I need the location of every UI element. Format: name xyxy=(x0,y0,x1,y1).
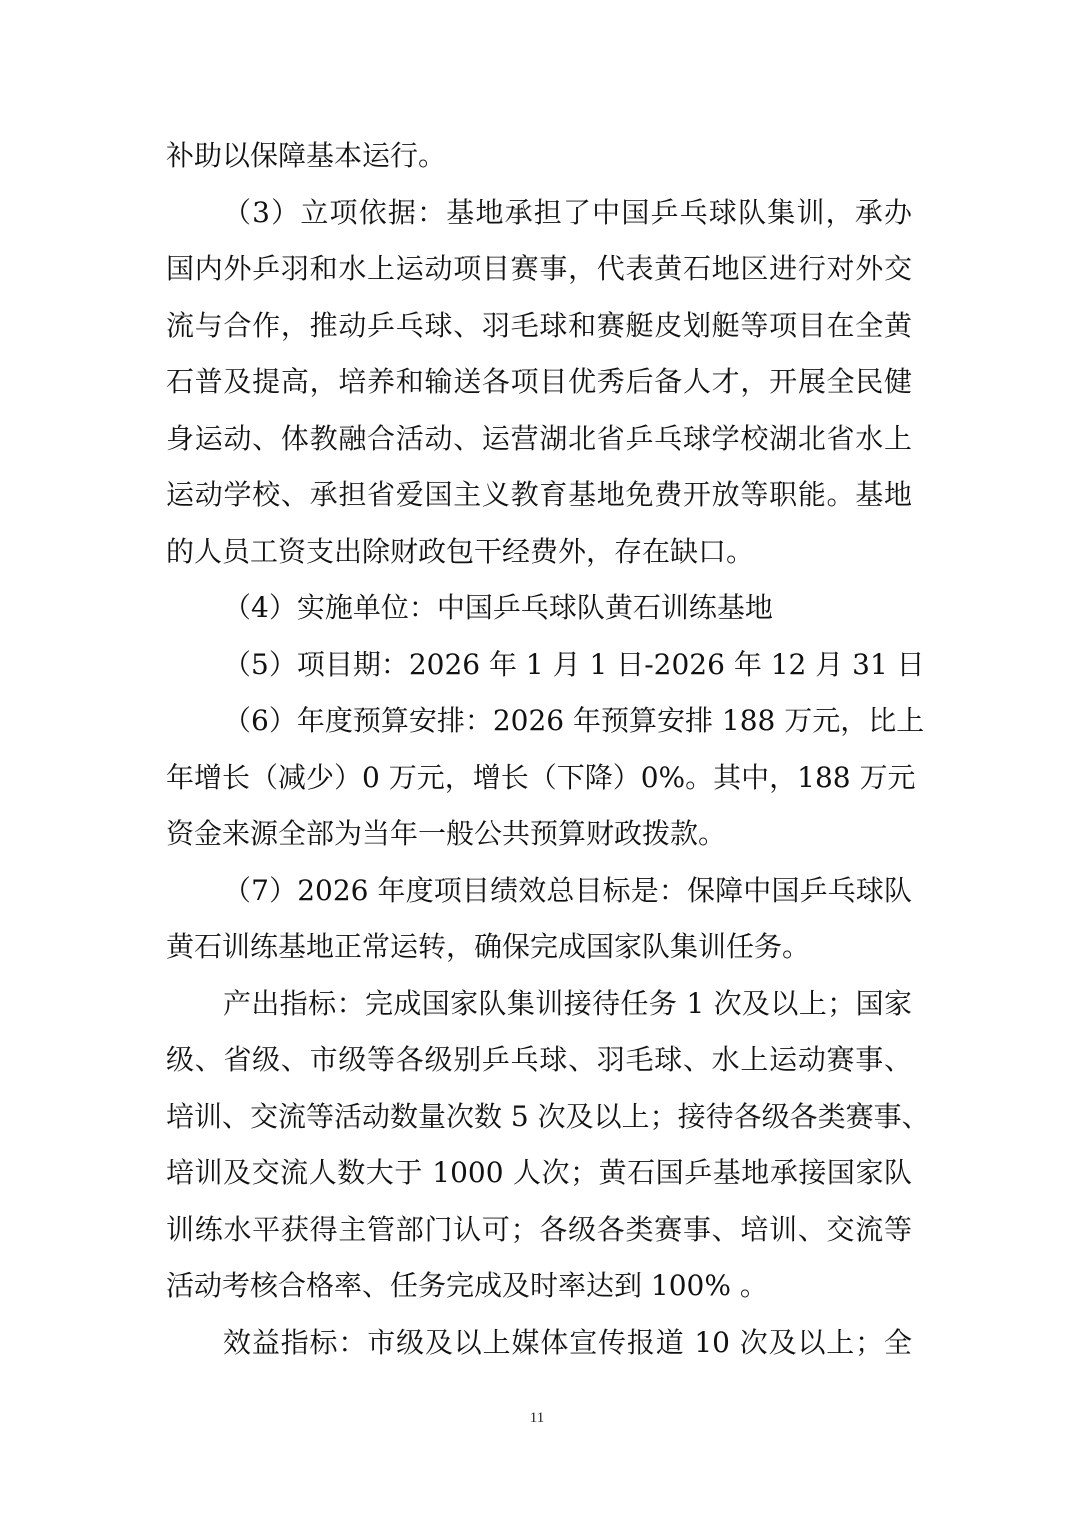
text-line: （7）2026 年度项目绩效总目标是：保障中国乒乓球队 xyxy=(223,873,912,907)
text-line: （3）立项依据：基地承担了中国乒乓球队集训，承办 xyxy=(223,195,912,229)
text-line: （4）实施单位：中国乒乓球队黄石训练基地 xyxy=(223,591,773,624)
text-line: 训练水平获得主管部门认可；各级各类赛事、培训、交流等 xyxy=(166,1212,912,1246)
text-line: 黄石训练基地正常运转，确保完成国家队集训任务。 xyxy=(166,930,811,963)
text-line: 培训及交流人数大于 1000 人次；黄石国乒基地承接国家队 xyxy=(166,1156,912,1189)
text-line: 培训、交流等活动数量次数 5 次及以上；接待各级各类赛事、 xyxy=(166,1099,930,1133)
text-line: （6）年度预算安排：2026 年预算安排 188 万元，比上 xyxy=(223,704,925,737)
text-line: 年增长（减少）0 万元，增长（下降）0%。其中，188 万元 xyxy=(166,760,916,794)
text-line: 石普及提高，培养和输送各项目优秀后备人才，开展全民健 xyxy=(166,365,912,398)
text-line: 补助以保障基本运行。 xyxy=(166,139,447,172)
text-line: 效益指标：市级及以上媒体宣传报道 10 次及以上；全 xyxy=(223,1325,912,1359)
text-line: 资金来源全部为当年一般公共预算财政拨款。 xyxy=(166,817,727,850)
page-number: 11 xyxy=(529,1410,545,1426)
text-line: 产出指标：完成国家队集训接待任务 1 次及以上；国家 xyxy=(223,986,912,1020)
text-line: 身运动、体教融合活动、运营湖北省乒乓球学校湖北省水上 xyxy=(166,421,912,455)
text-line: 活动考核合格率、任务完成及时率达到 100% 。 xyxy=(166,1269,768,1302)
text-line: 的人员工资支出除财政包干经费外，存在缺口。 xyxy=(166,534,755,568)
text-line: 运动学校、承担省爱国主义教育基地免费开放等职能。基地 xyxy=(166,478,912,511)
text-line: 流与合作，推动乒乓球、羽毛球和赛艇皮划艇等项目在全黄 xyxy=(166,308,912,342)
body-text xyxy=(166,128,930,1371)
text-line: （5）项目期：2026 年 1 月 1 日-2026 年 12 月 31 日 xyxy=(223,647,925,681)
text-line: 级、省级、市级等各级别乒乓球、羽毛球、水上运动赛事、 xyxy=(166,1043,912,1076)
text-line: 国内外乒羽和水上运动项目赛事，代表黄石地区进行对外交 xyxy=(166,252,912,285)
